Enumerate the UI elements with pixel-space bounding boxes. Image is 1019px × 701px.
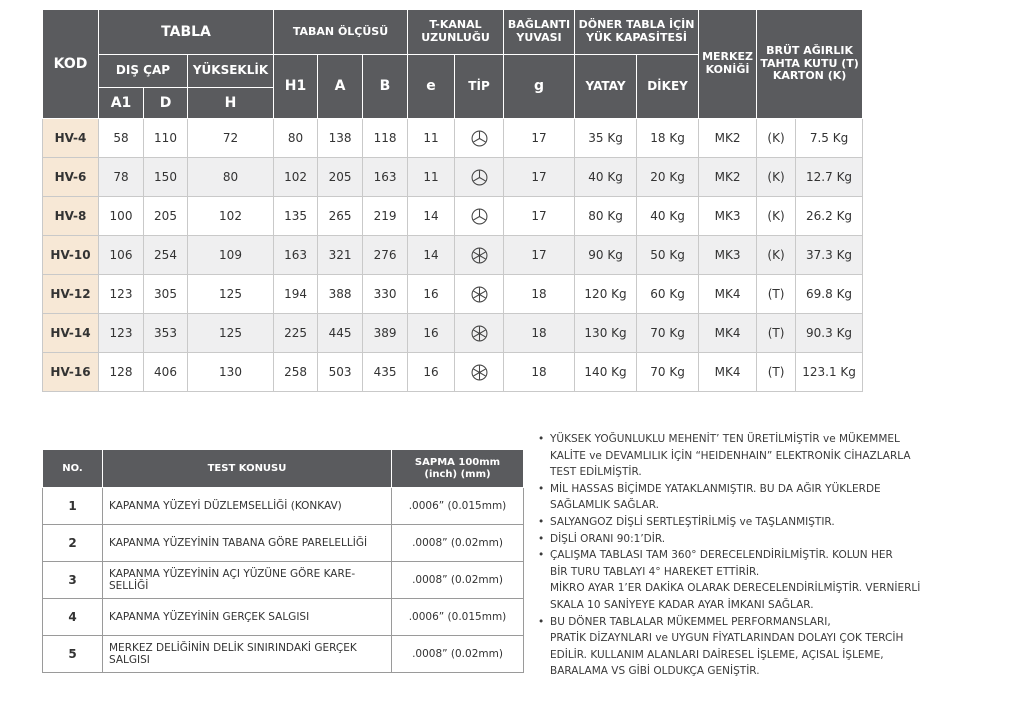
test-sapma-label: SAPMA 100mm (inch) (mm) [414, 456, 501, 480]
table-row [43, 353, 863, 392]
test-cell-konu: KAPANMA YÜZEYİNİN AÇI YÜZÜNE GÖRE KARE-SELLİĞİ [103, 562, 392, 599]
cell-g: 17 [504, 236, 575, 275]
test-cell-konu: KAPANMA YÜZEYİ DÜZLEMSELLİĞİ (KONKAV) [103, 488, 392, 525]
cell-a: 321 [318, 236, 363, 275]
table-row [43, 525, 524, 562]
cell-e: 14 [408, 197, 455, 236]
table-row [43, 314, 863, 353]
six-slot-icon [455, 325, 503, 342]
bullet-continuation: PRATİK DİZAYNLARI ve UYGUN FİYATLARINDAN DOLAYI ÇOK TERCİH [550, 632, 904, 645]
yatay-header: YATAY [575, 55, 637, 119]
cell-tip [455, 158, 504, 197]
bullet-item: • ÇALIŞMA TABLASI TAM 360° DERECELENDİRİLMİŞTİR. KOLUN HER [538, 547, 1008, 564]
bullet-item: • YÜKSEK YOĞUNLUKLU MEHENİT’ TEN ÜRETİLMİŞTİR ve MÜKEMMEL [538, 431, 1008, 448]
cell-a: 445 [318, 314, 363, 353]
cell-mk: MK4 [699, 275, 757, 314]
six-slot-icon [455, 286, 503, 303]
cell-d: 254 [144, 236, 188, 275]
cell-kod: HV-14 [43, 314, 99, 353]
cell-mk: MK3 [699, 236, 757, 275]
table-row [43, 275, 863, 314]
test-cell-sapma: .0008” (0.02mm) [392, 636, 524, 673]
test-sapma-header [392, 450, 524, 488]
test-cell-no: 4 [43, 599, 103, 636]
test-cell-sapma: .0006” (0.015mm) [392, 599, 524, 636]
tri-slot-icon [455, 169, 503, 186]
cell-mk: MK3 [699, 197, 757, 236]
cell-kod: HV-10 [43, 236, 99, 275]
cell-g: 17 [504, 119, 575, 158]
test-cell-no: 1 [43, 488, 103, 525]
table-row [43, 562, 524, 599]
table-row [43, 197, 863, 236]
feature-list [538, 431, 1008, 680]
cell-tip [455, 275, 504, 314]
cell-yatay: 40 Kg [575, 158, 637, 197]
cell-g: 18 [504, 353, 575, 392]
bullet-continuation: TEST EDİLMİŞTİR. [550, 466, 642, 479]
yukseklik-header: YÜKSEKLİK [188, 55, 274, 88]
t-kanal-header: T-KANAL UZUNLUĞU [408, 10, 504, 55]
test-no-header: NO. [43, 450, 103, 488]
cell-yatay: 140 Kg [575, 353, 637, 392]
cell-h1: 225 [274, 314, 318, 353]
cell-a1: 78 [99, 158, 144, 197]
bullet-continuation: EDİLİR. KULLANIM ALANLARI DAİRESEL İŞLEME, AÇISAL İŞLEME, [550, 648, 884, 661]
cell-h1: 163 [274, 236, 318, 275]
cell-box: (T) [757, 275, 796, 314]
bullet-continuation: SAĞLAMLIK SAĞLAR. [550, 499, 660, 512]
bullet-item: • MİL HASSAS BİÇİMDE YATAKLANMIŞTIR. BU DA AĞIR YÜKLERDE [538, 481, 1008, 498]
cell-dikey: 20 Kg [637, 158, 699, 197]
cell-d: 205 [144, 197, 188, 236]
cell-e: 11 [408, 119, 455, 158]
cell-d: 150 [144, 158, 188, 197]
bullet-continuation: KALİTE ve DEVAMLILIK İÇİN “HEIDENHAIN” ELEKTRONİK CİHAZLARLA [550, 449, 911, 462]
cell-weight: 90.3 Kg [796, 314, 863, 353]
g-header: g [504, 55, 575, 119]
dikey-header: DİKEY [637, 55, 699, 119]
cell-box: (K) [757, 236, 796, 275]
cell-d: 406 [144, 353, 188, 392]
cell-b: 163 [363, 158, 408, 197]
cell-b: 276 [363, 236, 408, 275]
cell-h: 102 [188, 197, 274, 236]
d-header: D [144, 88, 188, 119]
cell-a: 503 [318, 353, 363, 392]
cell-a1: 123 [99, 275, 144, 314]
cell-yatay: 90 Kg [575, 236, 637, 275]
cell-tip [455, 236, 504, 275]
cell-b: 330 [363, 275, 408, 314]
a1-header: A1 [99, 88, 144, 119]
cell-kod: HV-8 [43, 197, 99, 236]
h1-header: H1 [274, 55, 318, 119]
cell-tip [455, 197, 504, 236]
table-row [43, 119, 863, 158]
cell-h1: 102 [274, 158, 318, 197]
cell-yatay: 35 Kg [575, 119, 637, 158]
test-cell-sapma: .0006” (0.015mm) [392, 488, 524, 525]
cell-a: 265 [318, 197, 363, 236]
cell-a1: 100 [99, 197, 144, 236]
bullet-item: • BU DÖNER TABLALAR MÜKEMMEL PERFORMANSLARI, [538, 614, 1008, 631]
cell-a1: 128 [99, 353, 144, 392]
cell-h: 80 [188, 158, 274, 197]
cell-kod: HV-16 [43, 353, 99, 392]
test-konu-header: TEST KONUSU [103, 450, 392, 488]
cell-box: (T) [757, 314, 796, 353]
bullet-item: • DİŞLİ ORANI 90:1’DİR. [538, 531, 1008, 548]
cell-g: 17 [504, 158, 575, 197]
cell-weight: 7.5 Kg [796, 119, 863, 158]
bullet-continuation: MİKRO AYAR 1’ER DAKİKA OLARAK DERECELENDİRİLMİŞTİR. VERNİERLİ [550, 582, 921, 595]
spec-table [42, 9, 863, 392]
tri-slot-icon [455, 208, 503, 225]
cell-weight: 69.8 Kg [796, 275, 863, 314]
cell-g: 18 [504, 314, 575, 353]
table-row [43, 236, 863, 275]
brut-agirlik-header: BRÜT AĞIRLIK TAHTA KUTU (T) KARTON (K) [757, 10, 863, 119]
test-cell-sapma: .0008” (0.02mm) [392, 525, 524, 562]
cell-d: 353 [144, 314, 188, 353]
table-row [43, 158, 863, 197]
a-header: A [318, 55, 363, 119]
cell-kod: HV-12 [43, 275, 99, 314]
cell-d: 305 [144, 275, 188, 314]
test-cell-sapma: .0008” (0.02mm) [392, 562, 524, 599]
cell-dikey: 18 Kg [637, 119, 699, 158]
cell-a1: 123 [99, 314, 144, 353]
cell-h: 125 [188, 275, 274, 314]
cell-a: 205 [318, 158, 363, 197]
b-header: B [363, 55, 408, 119]
cell-h1: 258 [274, 353, 318, 392]
cell-weight: 123.1 Kg [796, 353, 863, 392]
cell-weight: 12.7 Kg [796, 158, 863, 197]
h-header: H [188, 88, 274, 119]
cell-mk: MK2 [699, 119, 757, 158]
cell-a1: 106 [99, 236, 144, 275]
cell-g: 18 [504, 275, 575, 314]
bullet-item: • SALYANGOZ DİŞLİ SERTLEŞTİRİLMİŞ ve TAŞLANMIŞTIR. [538, 514, 1008, 531]
cell-tip [455, 314, 504, 353]
merkez-konigi-header: MERKEZ KONİĞİ [699, 10, 757, 119]
cell-dikey: 60 Kg [637, 275, 699, 314]
test-cell-konu: KAPANMA YÜZEYİNİN TABANA GÖRE PARELELLİĞİ [103, 525, 392, 562]
test-cell-konu: KAPANMA YÜZEYİNİN GERÇEK SALGISI [103, 599, 392, 636]
cell-e: 16 [408, 353, 455, 392]
cell-mk: MK4 [699, 314, 757, 353]
cell-e: 14 [408, 236, 455, 275]
cell-h1: 194 [274, 275, 318, 314]
cell-weight: 37.3 Kg [796, 236, 863, 275]
cell-h1: 135 [274, 197, 318, 236]
cell-b: 389 [363, 314, 408, 353]
cell-kod: HV-6 [43, 158, 99, 197]
cell-g: 17 [504, 197, 575, 236]
test-cell-no: 3 [43, 562, 103, 599]
six-slot-icon [455, 247, 503, 264]
cell-tip [455, 119, 504, 158]
cell-h: 109 [188, 236, 274, 275]
cell-d: 110 [144, 119, 188, 158]
tabla-header: TABLA [99, 10, 274, 55]
tip-header: TİP [455, 55, 504, 119]
cell-weight: 26.2 Kg [796, 197, 863, 236]
baglanti-header: BAĞLANTI YUVASI [504, 10, 575, 55]
table-row [43, 636, 524, 673]
test-cell-konu: MERKEZ DELİĞİNİN DELİK SINIRINDAKİ GERÇEK SALGISI [103, 636, 392, 673]
cell-a: 388 [318, 275, 363, 314]
cell-yatay: 130 Kg [575, 314, 637, 353]
cell-box: (K) [757, 158, 796, 197]
cell-h: 125 [188, 314, 274, 353]
cell-yatay: 120 Kg [575, 275, 637, 314]
cell-box: (T) [757, 353, 796, 392]
cell-mk: MK2 [699, 158, 757, 197]
bullet-continuation: SKALA 10 SANİYEYE KADAR AYAR İMKANI SAĞLAR. [550, 598, 814, 611]
bullet-continuation: BİR TURU TABLAYI 4° HAREKET ETTİRİR. [550, 565, 760, 578]
kod-header: KOD [43, 10, 99, 119]
taban-olcusu-header: TABAN ÖLÇÜSÜ [274, 10, 408, 55]
cell-b: 118 [363, 119, 408, 158]
cell-e: 16 [408, 314, 455, 353]
cell-mk: MK4 [699, 353, 757, 392]
cell-dikey: 70 Kg [637, 353, 699, 392]
cell-h: 130 [188, 353, 274, 392]
bullet-continuation: BARALAMA VS GİBİ OLDUKÇA GENİŞTİR. [550, 665, 760, 678]
test-cell-no: 5 [43, 636, 103, 673]
six-slot-icon [455, 364, 503, 381]
cell-yatay: 80 Kg [575, 197, 637, 236]
cell-e: 16 [408, 275, 455, 314]
cell-dikey: 50 Kg [637, 236, 699, 275]
cell-a1: 58 [99, 119, 144, 158]
cell-h1: 80 [274, 119, 318, 158]
doner-tabla-header: DÖNER TABLA İÇİN YÜK KAPASİTESİ [575, 10, 699, 55]
table-row [43, 488, 524, 525]
cell-kod: HV-4 [43, 119, 99, 158]
cell-tip [455, 353, 504, 392]
test-cell-no: 2 [43, 525, 103, 562]
cell-e: 11 [408, 158, 455, 197]
cell-dikey: 70 Kg [637, 314, 699, 353]
tri-slot-icon [455, 130, 503, 147]
e-header: e [408, 55, 455, 119]
cell-h: 72 [188, 119, 274, 158]
dis-cap-header: DIŞ ÇAP [99, 55, 188, 88]
test-table [42, 449, 524, 673]
cell-dikey: 40 Kg [637, 197, 699, 236]
cell-b: 435 [363, 353, 408, 392]
cell-box: (K) [757, 197, 796, 236]
cell-box: (K) [757, 119, 796, 158]
cell-b: 219 [363, 197, 408, 236]
table-row [43, 599, 524, 636]
cell-a: 138 [318, 119, 363, 158]
